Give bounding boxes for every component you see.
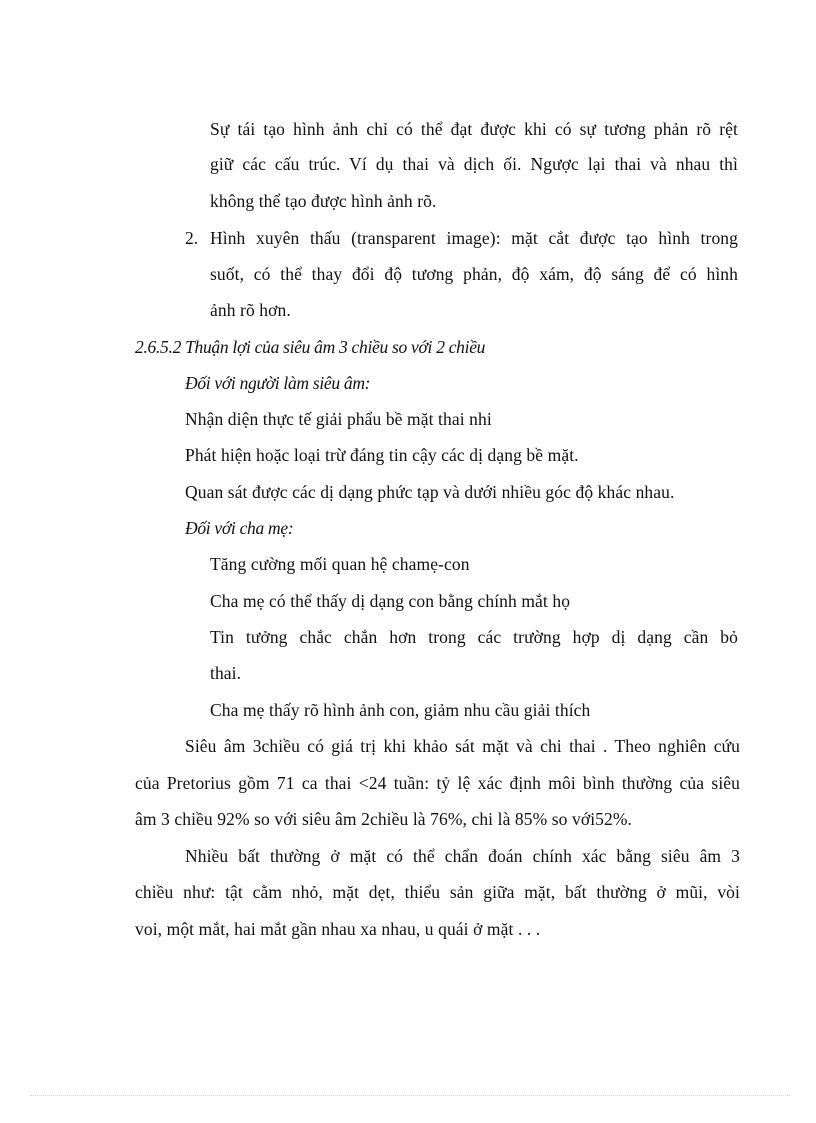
page-bottom-divider: [30, 1095, 790, 1096]
paragraph-line: giữ các cấu trúc. Ví dụ thai và dịch ối. Ngược lại thai và nhau thì: [210, 154, 738, 174]
list-number: 2.: [185, 228, 199, 248]
paragraph-line: của Pretorius gồm 71 ca thai <24 tuần: tỷ lệ xác định môi bình thường của siêu: [135, 773, 740, 793]
list-item-line: suốt, có thể thay đổi độ tương phản, độ xám, độ sáng để có hình: [210, 264, 738, 284]
list-item: Phát hiện hoặc loại trừ đáng tin cậy các dị dạng bề mặt.: [185, 445, 579, 465]
list-item-line: Hình xuyên thấu (transparent image): mặt cắt được tạo hình trong: [210, 228, 738, 248]
paragraph-line: chiều như: tật cằm nhỏ, mặt dẹt, thiểu sản giữa mặt, bất thường ở mũi, vòi: [135, 882, 740, 902]
list-item: Quan sát được các dị dạng phức tạp và dưới nhiều góc độ khác nhau.: [185, 482, 675, 502]
list-item: thai.: [210, 663, 242, 683]
paragraph-line: âm 3 chiều 92% so với siêu âm 2chiều là 76%, chi là 85% so với52%.: [135, 809, 633, 829]
paragraph-line: Siêu âm 3chiều có giá trị khi khảo sát mặt và chi thai . Theo nghiên cứu: [185, 736, 740, 756]
list-item: Tăng cường mối quan hệ chamẹ-con: [210, 554, 470, 574]
list-item: Cha mẹ thấy rõ hình ảnh con, giảm nhu cầu giải thích: [210, 700, 591, 720]
list-item: Cha mẹ có thể thấy dị dạng con bằng chính mắt họ: [210, 591, 571, 611]
list-item: Nhận diện thực tế giải phẩu bề mặt thai nhi: [185, 409, 492, 429]
paragraph-line: voi, một mắt, hai mắt gần nhau xa nhau, u quái ở mặt . . .: [135, 919, 541, 939]
list-item-line: ảnh rõ hơn.: [210, 300, 291, 320]
section-heading: 2.6.5.2 Thuận lợi của siêu âm 3 chiều so với 2 chiều: [135, 337, 486, 357]
list-item: Tin tưởng chắc chắn hơn trong các trường hợp dị dạng cần bỏ: [210, 627, 738, 647]
subheading-parents: Đối với cha mẹ:: [185, 518, 294, 538]
paragraph-line: không thể tạo được hình ảnh rõ.: [210, 191, 437, 211]
paragraph-line: Nhiều bất thường ở mặt có thể chẩn đoán chính xác bằng siêu âm 3: [185, 846, 740, 866]
subheading-sonographer: Đối với người làm siêu âm:: [185, 373, 371, 393]
paragraph-line: Sự tái tạo hình ảnh chỉ có thể đạt được khi có sự tương phản rõ rệt: [210, 119, 738, 139]
